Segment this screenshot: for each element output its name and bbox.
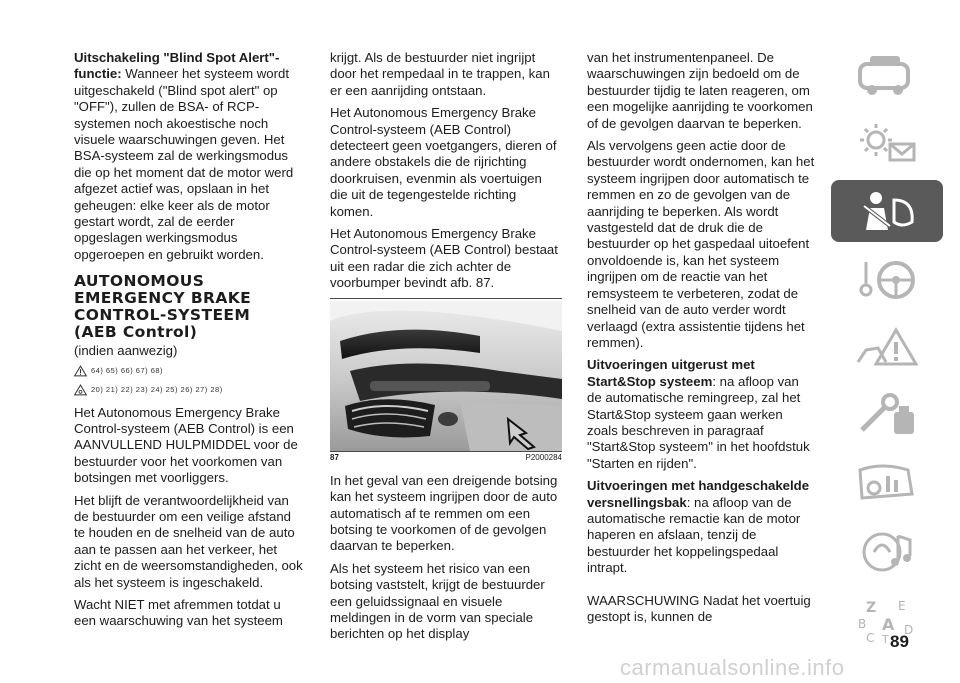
starting-driving-icon <box>852 254 922 304</box>
section-heading-line-1: AUTONOMOUS EMERGENCY BRAKE CONTROL-SYSTEEM <box>74 272 252 325</box>
manual-gearbox-heading: Uitvoeringen met handgeschakelde versnellingsbak <box>587 478 810 510</box>
section-heading-line-2: (AEB Control) <box>74 323 198 342</box>
intervention-paragraph: krijgt. Als de bestuurder niet ingrijpt door het rempedaal in te trappen, kan er een aanrijding ontstaan. <box>330 50 550 98</box>
manual-gearbox-text: : na afloop van de automatische remactie kan de motor haperen en afslaan, tenzij de bestuurder het koppelingspedaal intrapt. <box>587 494 801 576</box>
warning-reference-row-1 <box>74 363 304 379</box>
technical-data-icon <box>852 458 922 508</box>
startstop-text: : na afloop van de automatische remingreep, zal het Start&Stop systeem gaan werken zoals beschreven in paragraaf "Start&Stop systeem" in het hoofdstuk "Starten en rijden". <box>587 373 810 471</box>
safety-icon <box>852 186 922 236</box>
responsibility-paragraph: Het blijft de verantwoordelijkheid van de bestuurder om een veilige afstand te houden en de snelheid van de auto aan te passen aan het verkeer, het zicht en de weersomstandigheden, ook als het systeem is ingeschakeld. <box>74 492 303 590</box>
section-heading <box>74 273 304 341</box>
figure-caption <box>330 453 562 463</box>
text-column-2 <box>330 50 562 649</box>
warning-refs-1: 64) 65) 66) 67) 68) <box>91 365 164 375</box>
bsa-text: Wanneer het systeem wordt uitgeschakeld ("Blind spot alert" op "OFF"), zullen de BSA- of RCP-systemen noch akoestische noch visuele waarschuwingen geven. Het BSA-systeem zal de werkingsmodus die op het moment dat de motor werd afgezet actief was, opslaan in het geheugen: elke keer als de motor gestart wordt, zal de eerder opgeslagen werkingsmodus opgeroepen en gebruikt worden. <box>74 66 294 262</box>
startstop-heading: Uitvoeringen uitgerust met Start&Stop systeem <box>587 357 755 389</box>
collision-risk-paragraph: Als het systeem het risico van een botsing vaststelt, krijgt de bestuurder een geluidssignaal en visuele meldingen in de vorm van speciale berichten op het display <box>330 560 545 642</box>
chapter-tab-safety[interactable] <box>831 180 943 242</box>
figure-number: 87 <box>330 452 339 462</box>
index-icon <box>852 594 922 644</box>
info-triangle-icon <box>74 384 87 396</box>
figure-code: P2000284 <box>525 452 562 462</box>
chapter-tab-index[interactable] <box>831 588 943 650</box>
car-dashboard-icon <box>852 50 922 100</box>
startstop-paragraph <box>587 357 817 472</box>
detection-limits-paragraph: Het Autonomous Emergency Brake Control-systeem (AEB Control) detecteert geen voetgangers, dieren of andere obstakels die de rijrichting doorkruisen, evenmin als voertuigen die uit de tegengestelde richting komen. <box>330 105 557 219</box>
radar-paragraph: Het Autonomous Emergency Brake Control-systeem (AEB Control) bestaat uit een radar die zich achter de voorbumper bevindt afb. 87. <box>330 226 558 291</box>
bsa-heading: Uitschakeling "Blind Spot Alert"-functie: <box>74 50 280 82</box>
brake-warning-paragraph: Wacht NIET met afremmen totdat u een waarschuwing van het systeem <box>74 596 283 629</box>
warning-paragraph: WAARSCHUWING Nadat het voertuig gestopt is, kunnen de <box>587 592 811 624</box>
text-column-3 <box>587 50 817 631</box>
instrument-panel-paragraph: van het instrumentenpaneel. De waarschuwingen zijn bedoeld om de bestuurder tijdig te laten reageren, om een mogelijke aanrijding te voorkomen of de gevolgen daarvan te beperken. <box>587 50 813 131</box>
chapter-tab-emergency[interactable] <box>831 316 943 378</box>
index-letter-c: C <box>866 631 875 644</box>
chapter-tab-starting-driving[interactable] <box>831 248 943 310</box>
figure-87 <box>330 301 562 451</box>
warning-lights-icon <box>852 118 922 168</box>
chapter-tab-maintenance[interactable] <box>831 384 943 446</box>
manual-gearbox-paragraph <box>587 478 817 576</box>
figure-top-rule <box>330 298 562 299</box>
aeb-intro-paragraph: Het Autonomous Emergency Brake Control-systeem (AEB Control) is een AANVULLEND HULPMIDDEL voor de bestuurder voor het voorkomen van botsingen met voorliggers. <box>74 404 298 486</box>
emergency-icon <box>852 322 922 372</box>
index-letter-b: B <box>858 617 867 631</box>
availability-note: (indien aanwezig) <box>74 343 178 359</box>
warning-triangle-icon <box>74 365 87 377</box>
chapter-tab-multimedia[interactable] <box>831 520 943 582</box>
chapter-tab-dashboard[interactable] <box>831 44 943 106</box>
index-letter-z: Z <box>866 600 877 616</box>
multimedia-icon <box>852 526 922 576</box>
maintenance-icon <box>852 390 922 440</box>
index-letter-d: D <box>904 623 914 637</box>
car-front-bumper-illustration <box>330 301 562 451</box>
text-column-1 <box>74 50 304 636</box>
index-letter-a: A <box>882 615 895 634</box>
watermark: carmanualsonline.info <box>620 655 845 680</box>
warning-reference-row-2 <box>74 382 304 398</box>
no-action-paragraph: Als vervolgens geen actie door de bestuurder wordt ondernomen, kan het systeem ingrijpen door automatisch te remmen en zo de gevolgen van de aanrijding te beperken. Als wordt vastgesteld dat de druk die de bestuurder op het gaspedaal uitoefent onvoldoende is, kan het systeem ingrijpen om de reactie van het remsysteem te verbeteren, zodat de snelheid van de auto verder wordt verlaagd (extra assistentie tijdens het remmen). <box>587 138 815 350</box>
bsa-paragraph <box>74 50 304 263</box>
chapter-tab-technical-data[interactable] <box>831 452 943 514</box>
index-letter-e: E <box>898 599 906 613</box>
automatic-braking-paragraph: In het geval van een dreigende botsing kan het systeem ingrijpen door de auto automatisch af te remmen om een botsing te voorkomen of de gevolgen daarvan te beperken. <box>330 472 558 554</box>
index-letter-t: T <box>882 633 889 644</box>
chapter-tab-warning-lights[interactable] <box>831 112 943 174</box>
warning-refs-2: 20) 21) 22) 23) 24) 25) 26) 27) 28) <box>91 385 223 395</box>
figure-bottom-rule <box>330 451 562 452</box>
page-number: 89 <box>890 632 909 651</box>
